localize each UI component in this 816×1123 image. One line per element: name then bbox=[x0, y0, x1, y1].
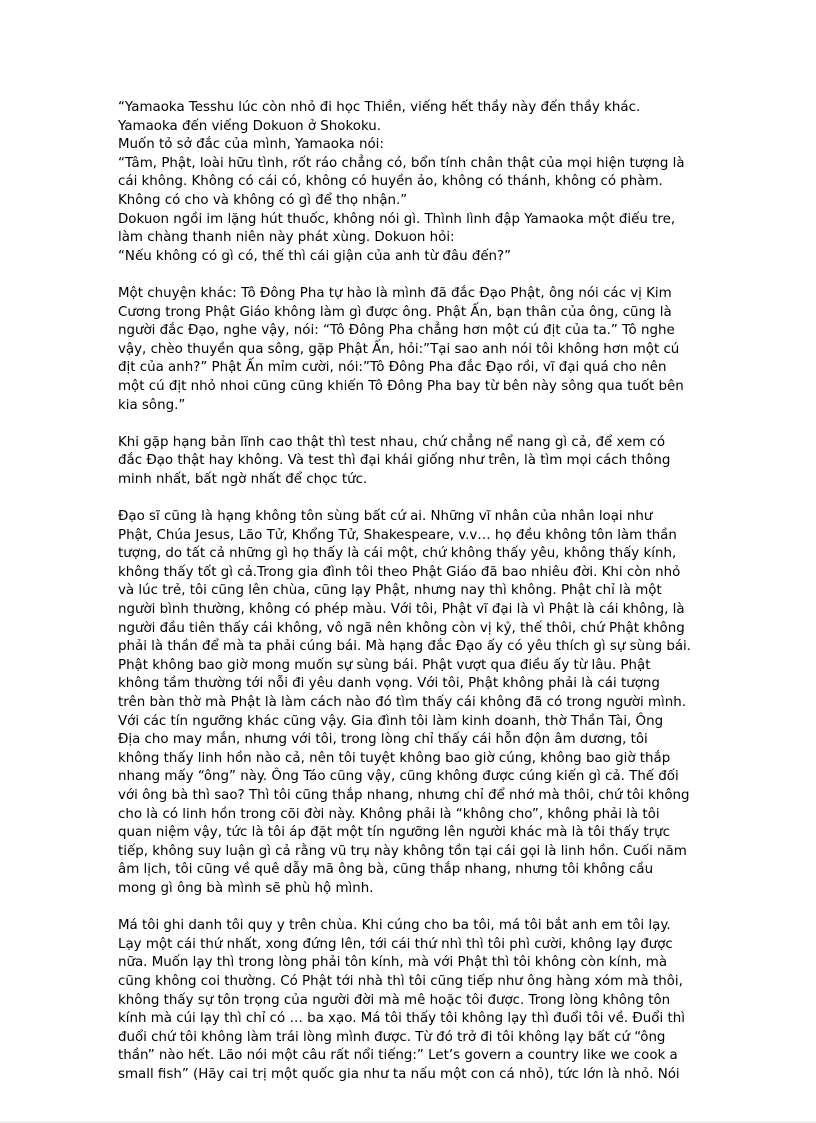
document-body bbox=[118, 99, 692, 1103]
text-line: cho là có linh hồn trong cõi đời này. Không phải là “không cho”, không phải là tôi bbox=[118, 806, 660, 822]
text-line: một cú địt nhỏ nhoi cũng cũng khiến Tô Đông Pha bay từ bên này sông qua tuốt bên bbox=[118, 378, 684, 394]
text-line: Đạo sĩ cũng là hạng không tôn sùng bất cứ ai. Những vĩ nhân của nhân loại như bbox=[118, 509, 653, 525]
text-line: cái không. Không có cái có, không có huyền ảo, không có thánh, không có phàm. bbox=[118, 174, 663, 190]
text-line: với ông bà thì sao? Thì tôi cũng thắp nhang, nhưng chỉ để nhớ mà thôi, chứ tôi không bbox=[118, 787, 690, 803]
text-line: làm chàng thanh niên này phát xùng. Dokuon hỏi: bbox=[118, 230, 455, 246]
text-line: mong gì ông bà mình sẽ phù hộ mình. bbox=[118, 880, 374, 896]
text-line: Khi gặp hạng bản lĩnh cao thật thì test nhau, chứ chẳng nể nang gì cả, để xem có bbox=[118, 434, 666, 450]
text-line: Phật, Chúa Jesus, Lão Tử, Khổng Tử, Shakespeare, v.v… họ đều không tôn làm thần bbox=[118, 527, 677, 543]
text-line: minh nhất, bất ngờ nhất để chọc tức. bbox=[118, 471, 368, 487]
text-line: người đắc Đạo, nghe vậy, nói: “Tô Đông Pha chẳng hơn một cú địt của ta.” Tô nghe bbox=[118, 323, 675, 339]
text-line: âm lịch, tôi cũng về quê dẫy mã ông bà, cũng thắp nhang, nhưng tôi không cầu bbox=[118, 862, 654, 878]
text-line: Một chuyện khác: Tô Đông Pha tự hào là mình đã đắc Đạo Phật, ông nói các vị Kim bbox=[118, 285, 672, 301]
paragraph bbox=[118, 508, 692, 898]
text-line: quan niệm vậy, tức là tôi áp đặt một tín ngưỡng lên người khác mà là tôi thấy trực bbox=[118, 825, 670, 841]
text-line: nhang mấy “ông” này. Ông Táo cũng vậy, cũng không được cúng kiến gì cả. Thế đối bbox=[118, 769, 679, 785]
text-line: trên bàn thờ mà Phật là làm cách nào đó tìm thấy cái không đã có trong người mình. bbox=[118, 695, 686, 710]
text-line: Không có cho và không có gì để thọ nhận.” bbox=[118, 192, 408, 208]
text-line: Cương trong Phật Giáo không làm gì được ông. Phật Ấn, bạn thân của ông, cũng là bbox=[118, 304, 672, 320]
paragraph bbox=[118, 434, 688, 490]
text-line: “Nếu không có gì có, thế thì cái giận của anh từ đâu đến?” bbox=[118, 248, 512, 264]
text-line: không thấy sự tôn trọng của người đời mà mê hoặc tôi được. Trong lòng không tôn bbox=[118, 992, 671, 1008]
text-line: không thấy tốt gì cả.Trong gia đình tôi theo Phật Giáo đã bao nhiêu đời. Khi còn nhỏ bbox=[118, 564, 681, 580]
text-line: small fish” (Hãy cai trị một quốc gia như ta nấu một con cá nhỏ), tức lớn là nhỏ. Nói bbox=[118, 1066, 680, 1082]
text-line: không thấy linh hồn nào cả, nên tôi tuyệt không bao giờ cúng, không bao giờ thắp bbox=[118, 750, 671, 766]
text-line: vậy, chèo thuyền qua sông, gặp Phật Ấn, hỏi:”Tại sao anh nói tôi không hơn một cú bbox=[118, 341, 680, 357]
text-line: đuổi chứ tôi không làm trái lòng mình được. Từ đó trở đi tôi không lạy bất cứ “ông bbox=[118, 1029, 666, 1045]
text-line: Phật không bao giờ mong muốn sự sùng bái. Phật vượt qua điều ấy từ lâu. Phật bbox=[118, 657, 651, 673]
text-line: tiếp, không suy luận gì cả rằng vũ trụ này không tồn tại cái gọi là linh hồn. Cuối năm bbox=[118, 843, 687, 859]
text-line: Với các tín ngưỡng khác cũng vậy. Gia đình tôi làm kinh doanh, thờ Thần Tài, Ông bbox=[118, 713, 664, 729]
text-line: người đầu tiên thấy cái không, vô ngã nên không còn vị kỷ, thế thôi, chứ Phật không bbox=[118, 620, 685, 636]
text-line: nữa. Muốn lạy thì trong lòng phải tôn kính, mà với Phật thì tôi không còn kính, mà bbox=[118, 955, 668, 971]
text-line: Dokuon ngồi im lặng hút thuốc, không nói gì. Thình lình đập Yamaoka một điếu tre, bbox=[118, 211, 676, 227]
text-line: đắc Đạo thật hay không. Và test thì đại khái giống như trên, là tìm mọi cách thông bbox=[118, 453, 671, 469]
text-line: địt của anh?” Phật Ấn mỉm cười, nói:”Tô Đông Pha đắc Đạo rồi, vĩ đại quá cho nên bbox=[118, 360, 667, 376]
text-line: và lúc trẻ, tôi cũng lên chùa, cũng lạy Phật, nhưng nay thì không. Phật chỉ là một bbox=[118, 583, 662, 599]
paragraph bbox=[118, 99, 688, 266]
text-line: người bình thường, không có phép màu. Với tôi, Phật vĩ đại là vì Phật là cái không, là bbox=[118, 602, 685, 618]
text-line: tượng, do tất cả những gì họ thấy là cái một, chứ không thấy yêu, không thấy kính, bbox=[118, 546, 677, 562]
text-line: Má tôi ghi danh tôi quy y trên chùa. Khi cúng cho ba tôi, má tôi bắt anh em tôi lạy. bbox=[118, 918, 671, 934]
text-line: không tầm thường tới nỗi đi yêu danh vọng. Với tôi, Phật không phải là cái tượng bbox=[118, 676, 660, 692]
text-line: “Yamaoka Tesshu lúc còn nhỏ đi học Thiền, viếng hết thầy này đến thầy khác. bbox=[118, 100, 641, 115]
text-line: phải là thần để mà ta phải cúng bái. Mà hạng đắc Đạo ấy có yêu thích gì sự sùng bái. bbox=[118, 639, 692, 655]
text-line: Muốn tỏ sở đắc của mình, Yamaoka nói: bbox=[118, 137, 384, 153]
text-line: Lạy một cái thứ nhất, xong đứng lên, tới cái thứ nhì thì tôi phì cười, không lạy được bbox=[118, 936, 673, 952]
text-line: kính mà cúi lạy thì chỉ có … ba xạo. Má tôi thấy tôi không lạy thì đuổi tôi về. Đuổi thì bbox=[118, 1011, 685, 1027]
text-line: kia sông.” bbox=[118, 397, 186, 413]
text-line: thần” nào hết. Lão nói một câu rất nổi tiếng:” Let’s govern a country like we cook a bbox=[118, 1048, 678, 1064]
text-line: Yamaoka đến viếng Dokuon ở Shokoku. bbox=[118, 118, 382, 134]
paragraph bbox=[118, 917, 688, 1084]
paragraph bbox=[118, 285, 688, 415]
text-line: cũng không coi thường. Có Phật tới nhà thì tôi cũng tiếp như ông hàng xóm mà thôi, bbox=[118, 973, 683, 989]
text-line: Địa cho may mắn, nhưng với tôi, trong lòng chỉ thấy cái hỗn độn âm dương, tôi bbox=[118, 732, 648, 748]
text-line: “Tâm, Phật, loài hữu tình, rốt ráo chẳng có, bổn tính chân thật của mọi hiện tượng là bbox=[118, 155, 685, 171]
